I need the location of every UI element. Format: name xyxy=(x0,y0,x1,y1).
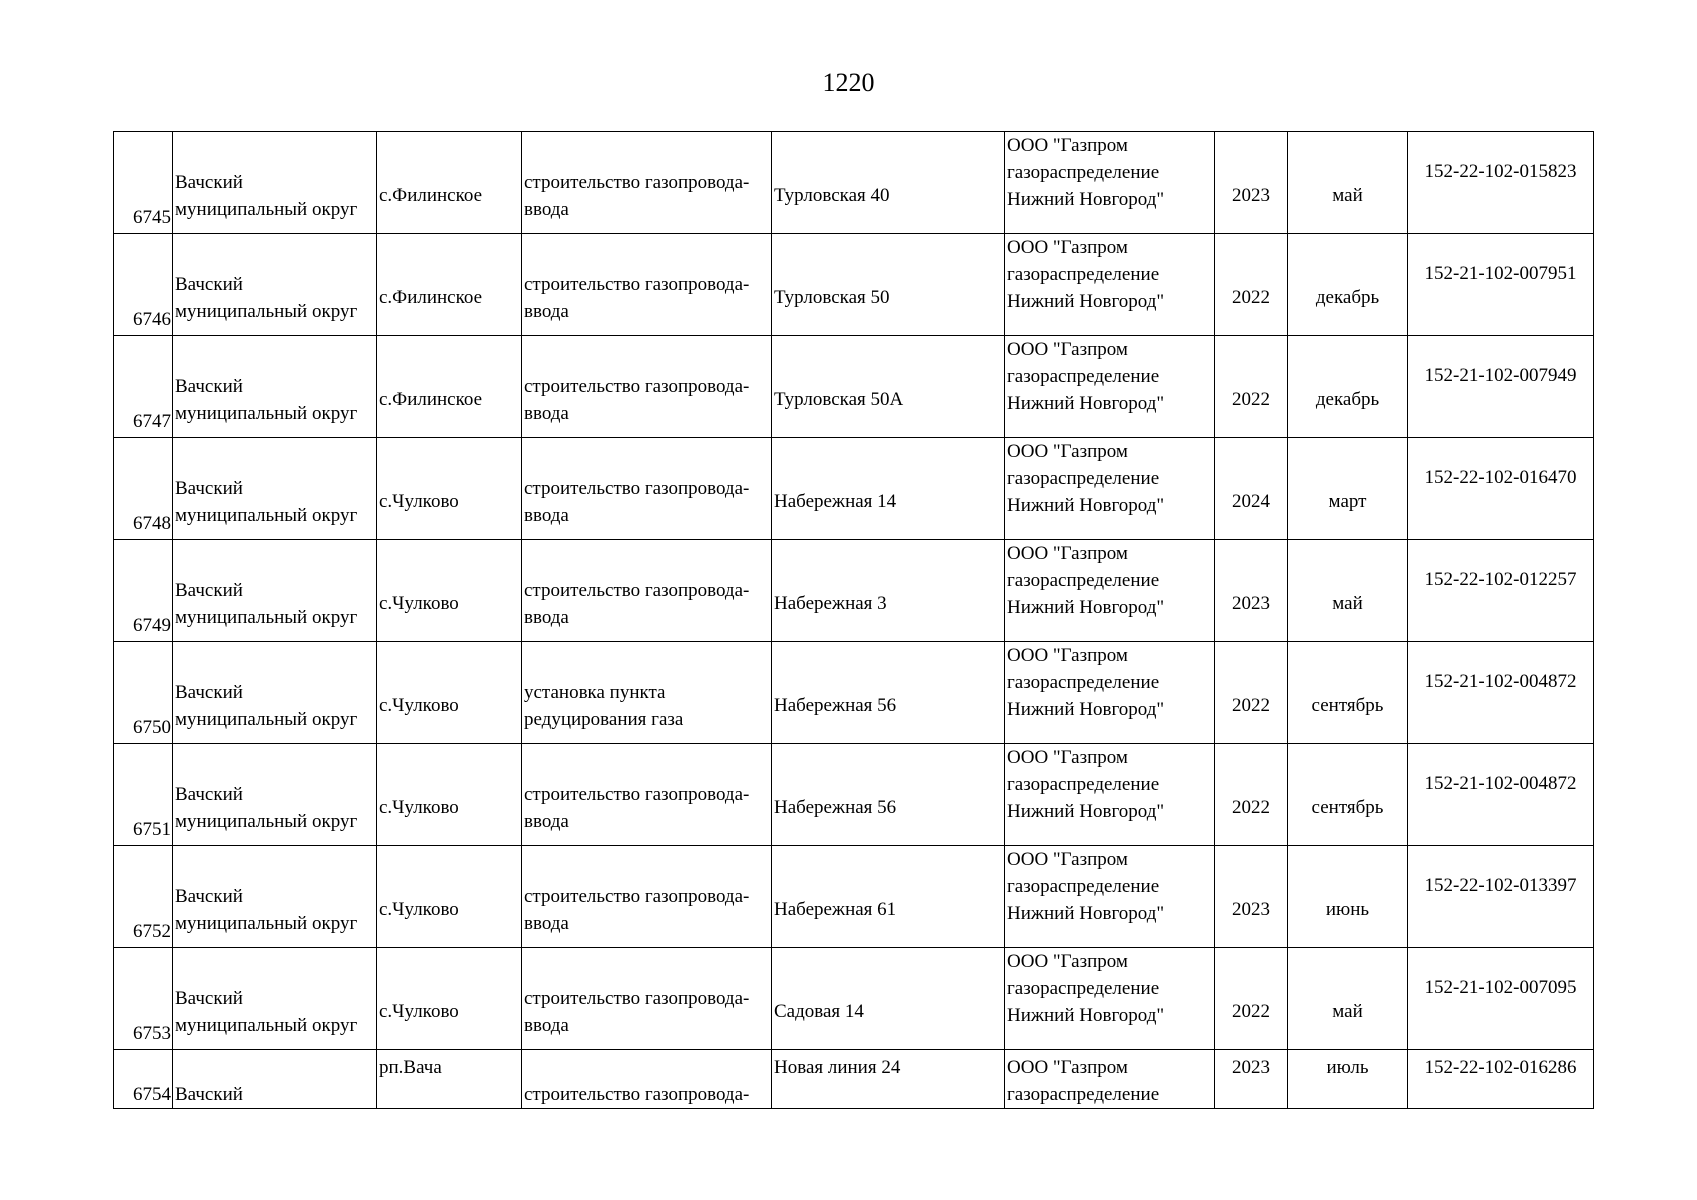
work-type-cell-line: строительство газопровода- xyxy=(524,885,750,907)
organization-cell-line: ООО "Газпром xyxy=(1007,951,1128,972)
address-cell: Турловская 40 xyxy=(772,132,1005,234)
work-type-cell-line: строительство газопровода- xyxy=(524,783,750,805)
organization-cell-line: ООО "Газпром xyxy=(1007,237,1128,258)
code-cell: 152-22-102-012257 xyxy=(1408,540,1594,642)
district-cell-line: муниципальный округ xyxy=(175,606,358,628)
work-type-cell-line: ввода xyxy=(524,810,569,832)
organization-cell xyxy=(1005,846,1215,948)
organization-cell xyxy=(1005,132,1215,234)
code-cell: 152-21-102-007095 xyxy=(1408,948,1594,1050)
address-cell: Набережная 61 xyxy=(772,846,1005,948)
table-row xyxy=(114,846,1594,948)
district-cell-line: Вачский xyxy=(175,375,243,397)
year-cell: 2022 xyxy=(1215,336,1288,438)
district-cell-line: Вачский xyxy=(175,987,243,1009)
row-number-cell: 6747 xyxy=(114,336,173,438)
district-cell-line: муниципальный округ xyxy=(175,1014,358,1036)
work-type-cell-line: строительство газопровода- xyxy=(524,273,750,295)
organization-cell xyxy=(1005,642,1215,744)
district-cell-line: муниципальный округ xyxy=(175,708,358,730)
locality-cell: с.Чулково xyxy=(377,744,522,846)
table-row xyxy=(114,438,1594,540)
organization-cell-line: ООО "Газпром xyxy=(1007,1057,1128,1078)
locality-cell: с.Чулково xyxy=(377,846,522,948)
page-number: 1220 xyxy=(822,68,875,97)
month-cell: декабрь xyxy=(1288,336,1408,438)
row-number-cell: 6751 xyxy=(114,744,173,846)
district-cell xyxy=(173,948,377,1050)
registry-table xyxy=(113,131,1594,1109)
district-cell-line: Вачский xyxy=(175,171,243,193)
row-number-cell: 6748 xyxy=(114,438,173,540)
code-cell: 152-22-102-016470 xyxy=(1408,438,1594,540)
organization-cell-line: ООО "Газпром xyxy=(1007,645,1128,666)
district-cell xyxy=(173,1050,377,1109)
work-type-cell-line: строительство газопровода- xyxy=(524,987,750,1009)
organization-cell-line: Нижний Новгород" xyxy=(1007,1005,1165,1026)
month-cell: июнь xyxy=(1288,846,1408,948)
district-cell-line: Вачский xyxy=(175,1084,243,1105)
work-type-cell-line: строительство газопровода- xyxy=(524,1084,750,1105)
work-type-cell-line: ввода xyxy=(524,912,569,934)
month-cell: сентябрь xyxy=(1288,642,1408,744)
organization-cell-line: газораспределение xyxy=(1007,774,1160,795)
district-cell-line: муниципальный округ xyxy=(175,810,358,832)
district-cell xyxy=(173,846,377,948)
work-type-cell xyxy=(522,336,772,438)
organization-cell-line: газораспределение xyxy=(1007,162,1160,183)
district-cell-line: муниципальный округ xyxy=(175,402,358,424)
table-row xyxy=(114,948,1594,1050)
district-cell-line: Вачский xyxy=(175,783,243,805)
work-type-cell xyxy=(522,744,772,846)
organization-cell xyxy=(1005,744,1215,846)
address-cell: Набережная 56 xyxy=(772,642,1005,744)
work-type-cell-line: ввода xyxy=(524,198,569,220)
district-cell xyxy=(173,438,377,540)
organization-cell-line: Нижний Новгород" xyxy=(1007,495,1165,516)
locality-cell: с.Филинское xyxy=(377,336,522,438)
organization-cell xyxy=(1005,540,1215,642)
organization-cell-line: газораспределение xyxy=(1007,366,1160,387)
district-cell xyxy=(173,744,377,846)
organization-cell-line: Нижний Новгород" xyxy=(1007,393,1165,414)
code-cell: 152-22-102-015823 xyxy=(1408,132,1594,234)
work-type-cell-line: редуцирования газа xyxy=(524,708,684,730)
table-row xyxy=(114,132,1594,234)
work-type-cell-line: ввода xyxy=(524,504,569,526)
work-type-cell-line: ввода xyxy=(524,402,569,424)
locality-cell: с.Филинское xyxy=(377,234,522,336)
district-cell-line: муниципальный округ xyxy=(175,504,358,526)
year-cell: 2022 xyxy=(1215,948,1288,1050)
table-row xyxy=(114,642,1594,744)
organization-cell xyxy=(1005,234,1215,336)
organization-cell-line: газораспределение xyxy=(1007,672,1160,693)
work-type-cell-line: строительство газопровода- xyxy=(524,579,750,601)
row-number-cell: 6754 xyxy=(114,1050,173,1109)
code-cell: 152-21-102-007951 xyxy=(1408,234,1594,336)
locality-cell: с.Чулково xyxy=(377,540,522,642)
organization-cell xyxy=(1005,438,1215,540)
work-type-cell-line: строительство газопровода- xyxy=(524,375,750,397)
code-cell: 152-21-102-004872 xyxy=(1408,744,1594,846)
table-row xyxy=(114,1050,1594,1109)
organization-cell-line: ООО "Газпром xyxy=(1007,135,1128,156)
work-type-cell xyxy=(522,540,772,642)
locality-cell: с.Чулково xyxy=(377,948,522,1050)
code-cell: 152-22-102-016286 xyxy=(1408,1050,1594,1109)
organization-cell-line: газораспределение xyxy=(1007,876,1160,897)
locality-cell: с.Чулково xyxy=(377,438,522,540)
work-type-cell xyxy=(522,438,772,540)
address-cell: Новая линия 24 xyxy=(772,1050,1005,1109)
work-type-cell-line: строительство газопровода- xyxy=(524,477,750,499)
organization-cell-line: газораспределение xyxy=(1007,468,1160,489)
work-type-cell-line: ввода xyxy=(524,1014,569,1036)
year-cell: 2023 xyxy=(1215,846,1288,948)
address-cell: Турловская 50А xyxy=(772,336,1005,438)
row-number-cell: 6753 xyxy=(114,948,173,1050)
district-cell xyxy=(173,336,377,438)
table-row xyxy=(114,744,1594,846)
organization-cell-line: газораспределение xyxy=(1007,1084,1160,1105)
organization-cell-line: ООО "Газпром xyxy=(1007,339,1128,360)
address-cell: Набережная 3 xyxy=(772,540,1005,642)
month-cell: июль xyxy=(1288,1050,1408,1109)
month-cell: сентябрь xyxy=(1288,744,1408,846)
organization-cell-line: газораспределение xyxy=(1007,978,1160,999)
district-cell-line: муниципальный округ xyxy=(175,300,358,322)
work-type-cell xyxy=(522,642,772,744)
locality-cell: рп.Вача xyxy=(377,1050,522,1109)
year-cell: 2023 xyxy=(1215,1050,1288,1109)
district-cell-line: муниципальный округ xyxy=(175,198,358,220)
row-number-cell: 6745 xyxy=(114,132,173,234)
organization-cell-line: ООО "Газпром xyxy=(1007,849,1128,870)
year-cell: 2022 xyxy=(1215,744,1288,846)
table-row xyxy=(114,540,1594,642)
organization-cell-line: газораспределение xyxy=(1007,570,1160,591)
district-cell xyxy=(173,540,377,642)
organization-cell-line: Нижний Новгород" xyxy=(1007,291,1165,312)
year-cell: 2023 xyxy=(1215,540,1288,642)
district-cell-line: Вачский xyxy=(175,681,243,703)
district-cell-line: муниципальный округ xyxy=(175,912,358,934)
table-row xyxy=(114,234,1594,336)
code-cell: 152-21-102-007949 xyxy=(1408,336,1594,438)
month-cell: май xyxy=(1288,132,1408,234)
organization-cell-line: Нижний Новгород" xyxy=(1007,699,1165,720)
district-cell-line: Вачский xyxy=(175,477,243,499)
work-type-cell xyxy=(522,846,772,948)
district-cell xyxy=(173,642,377,744)
address-cell: Турловская 50 xyxy=(772,234,1005,336)
organization-cell-line: Нижний Новгород" xyxy=(1007,903,1165,924)
organization-cell-line: ООО "Газпром xyxy=(1007,441,1128,462)
organization-cell-line: Нижний Новгород" xyxy=(1007,597,1165,618)
address-cell: Садовая 14 xyxy=(772,948,1005,1050)
work-type-cell-line: ввода xyxy=(524,300,569,322)
locality-cell: с.Филинское xyxy=(377,132,522,234)
registry-rows xyxy=(114,132,1594,1109)
row-number-cell: 6752 xyxy=(114,846,173,948)
work-type-cell xyxy=(522,132,772,234)
address-cell: Набережная 14 xyxy=(772,438,1005,540)
work-type-cell xyxy=(522,948,772,1050)
year-cell: 2022 xyxy=(1215,234,1288,336)
table-row xyxy=(114,336,1594,438)
district-cell-line: Вачский xyxy=(175,273,243,295)
organization-cell xyxy=(1005,336,1215,438)
year-cell: 2024 xyxy=(1215,438,1288,540)
code-cell: 152-22-102-013397 xyxy=(1408,846,1594,948)
organization-cell-line: ООО "Газпром xyxy=(1007,543,1128,564)
month-cell: март xyxy=(1288,438,1408,540)
district-cell-line: Вачский xyxy=(175,579,243,601)
year-cell: 2022 xyxy=(1215,642,1288,744)
year-cell: 2023 xyxy=(1215,132,1288,234)
work-type-cell-line: строительство газопровода- xyxy=(524,171,750,193)
row-number-cell: 6750 xyxy=(114,642,173,744)
work-type-cell-line: ввода xyxy=(524,606,569,628)
organization-cell xyxy=(1005,948,1215,1050)
row-number-cell: 6746 xyxy=(114,234,173,336)
work-type-cell xyxy=(522,1050,772,1109)
organization-cell-line: Нижний Новгород" xyxy=(1007,189,1165,210)
organization-cell xyxy=(1005,1050,1215,1109)
locality-cell: с.Чулково xyxy=(377,642,522,744)
organization-cell-line: газораспределение xyxy=(1007,264,1160,285)
organization-cell-line: Нижний Новгород" xyxy=(1007,801,1165,822)
work-type-cell-line: установка пункта xyxy=(524,681,666,703)
address-cell: Набережная 56 xyxy=(772,744,1005,846)
month-cell: декабрь xyxy=(1288,234,1408,336)
district-cell xyxy=(173,132,377,234)
month-cell: май xyxy=(1288,948,1408,1050)
row-number-cell: 6749 xyxy=(114,540,173,642)
district-cell xyxy=(173,234,377,336)
district-cell-line: Вачский xyxy=(175,885,243,907)
work-type-cell xyxy=(522,234,772,336)
organization-cell-line: ООО "Газпром xyxy=(1007,747,1128,768)
code-cell: 152-21-102-004872 xyxy=(1408,642,1594,744)
month-cell: май xyxy=(1288,540,1408,642)
